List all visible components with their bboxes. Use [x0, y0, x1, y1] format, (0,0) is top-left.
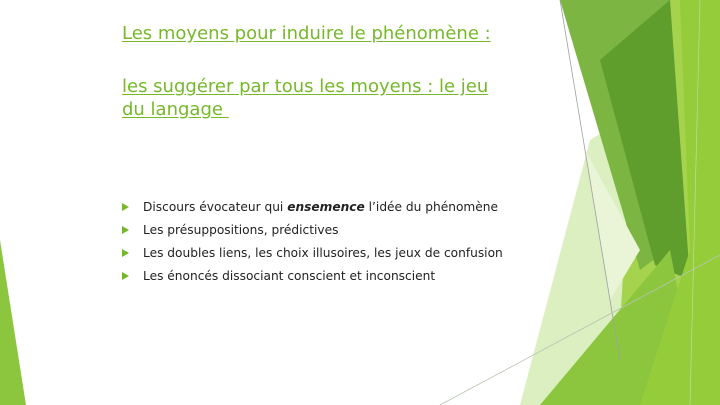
- bullet-item: [122, 243, 562, 266]
- bullet-item: [122, 220, 562, 243]
- bullet-item: [122, 197, 562, 220]
- bullet-item: [122, 266, 562, 289]
- triangle-right-icon: [122, 203, 129, 211]
- bullet-text-emphasis: ensemence: [287, 200, 365, 214]
- triangle-right-icon: [122, 226, 129, 234]
- triangle-right-icon: [122, 249, 129, 257]
- bullet-text-after: l’idée du phénomène: [364, 200, 498, 214]
- bullet-text: Les doubles liens, les choix illusoires, les jeux de confusion: [143, 246, 503, 260]
- left-green-sliver: [0, 240, 26, 405]
- title-gap: [122, 45, 542, 75]
- title-line-3: du langage: [122, 99, 229, 120]
- bullet-text: Les présuppositions, prédictives: [143, 223, 339, 237]
- bullet-list: [122, 197, 562, 289]
- title-line-2: les suggérer par tous les moyens : le jeu: [122, 76, 489, 97]
- slide-title: [122, 22, 542, 121]
- title-line-1: Les moyens pour induire le phénomène :: [122, 23, 491, 44]
- bullet-text: Les énoncés dissociant conscient et inconscient: [143, 269, 436, 283]
- triangle-right-icon: [122, 272, 129, 280]
- bullet-text-before: Discours évocateur qui: [143, 200, 288, 214]
